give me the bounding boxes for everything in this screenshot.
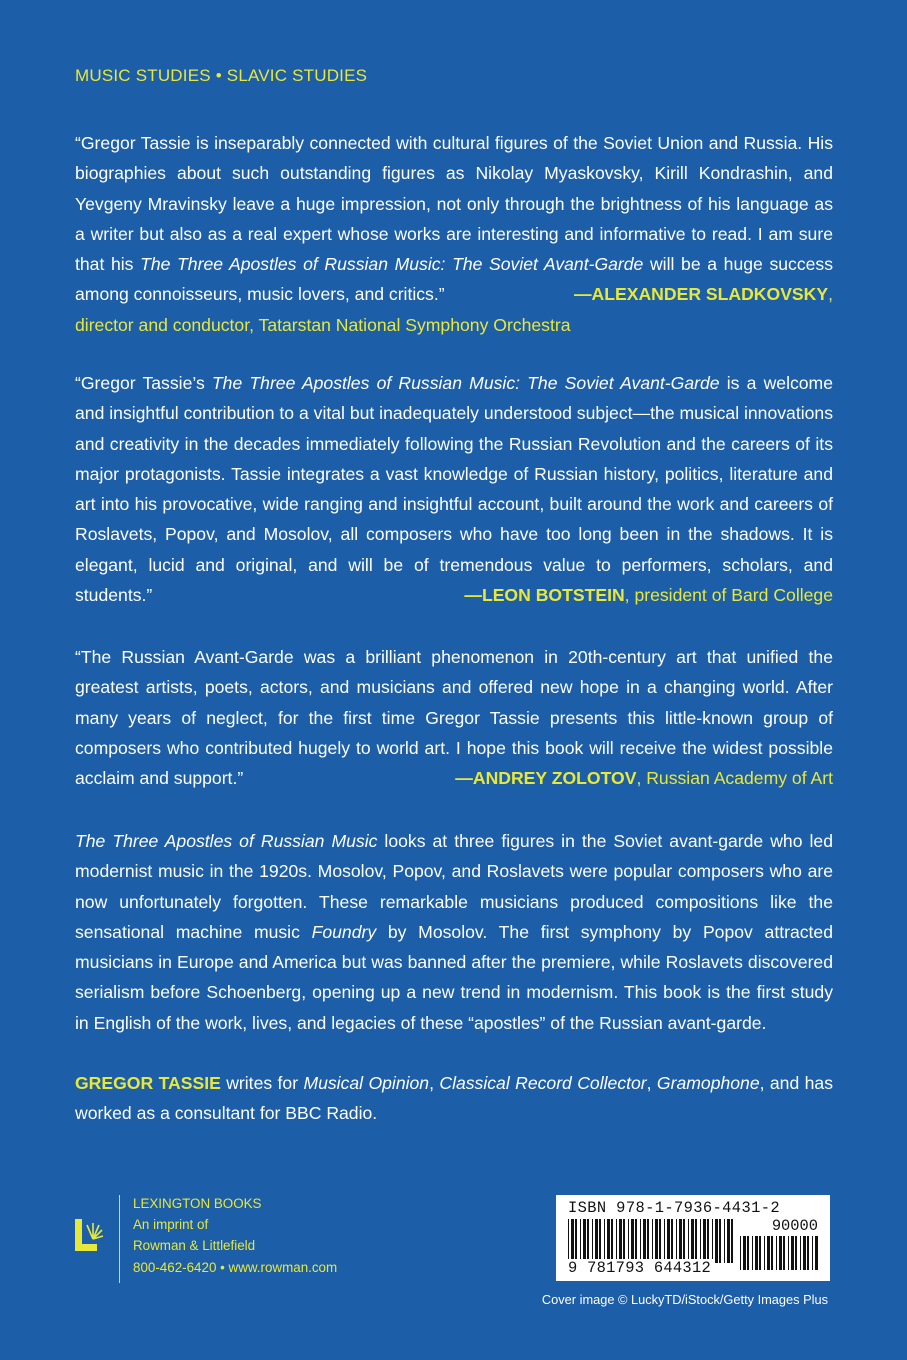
endorser-role: , Russian Academy of Art [636, 768, 833, 789]
barcode-ean-number: 9 781793 644312 [568, 1259, 712, 1277]
barcode-bar [679, 1219, 682, 1263]
barcode-main-bars [568, 1219, 734, 1263]
publisher-line: An imprint of [133, 1217, 209, 1233]
barcode-bar [712, 1219, 713, 1263]
barcode-bar [795, 1236, 797, 1270]
barcode-bar [623, 1219, 625, 1263]
barcode-bar [755, 1236, 758, 1270]
barcode-bar [771, 1236, 773, 1270]
book-title: The Three Apostles of Russian Music [75, 831, 378, 851]
publisher-name: LEXINGTON BOOKS [133, 1196, 262, 1211]
quote-attribution [455, 763, 833, 793]
author-name: GREGOR TASSIE [75, 1073, 221, 1093]
barcode-bar [667, 1219, 670, 1263]
publisher-line: Rowman & Littlefield [133, 1238, 256, 1254]
barcode-bar [571, 1219, 574, 1263]
barcode-bar [740, 1236, 741, 1270]
quote-attribution [464, 580, 833, 610]
barcode-bar [647, 1219, 649, 1263]
barcode-bar [659, 1219, 661, 1263]
barcode-bar [800, 1236, 801, 1270]
publication-title: Classical Record Collector [439, 1073, 647, 1093]
author-bio [75, 1068, 833, 1129]
barcode-bar [683, 1219, 685, 1263]
barcode-bar [783, 1236, 785, 1270]
barcode-bar [631, 1219, 634, 1263]
barcode-bar [803, 1236, 806, 1270]
isbn-barcode [556, 1195, 830, 1281]
barcode-bar [752, 1236, 753, 1270]
barcode-bar [743, 1236, 746, 1270]
barcode-bar [568, 1219, 569, 1263]
barcode-bar [691, 1219, 694, 1263]
description-text: by Mosolov. The first symphony by Popov attracted musicians in Europe and America but was banned after the premiere, while Roslavets discovered serialism before Schoenberg, opening up a new trend in modernism. This book is the first study in English of the work, lives, and legacies of these “apostles” of the Russian avant-garde. [75, 921, 834, 1033]
barcode-addon-number: 90000 [771, 1217, 818, 1235]
barcode-bar [703, 1219, 706, 1263]
barcode-bar [599, 1219, 601, 1263]
barcode-bar [779, 1236, 782, 1270]
bio-separator: , [646, 1073, 657, 1093]
barcode-bar [575, 1219, 577, 1263]
barcode-bar [764, 1236, 765, 1270]
book-title: The Three Apostles of Russian Music: The Soviet Avant-Garde [211, 373, 720, 393]
endorser-role: , president of Bard College [624, 585, 833, 606]
barcode-bar [707, 1219, 709, 1263]
barcode-bar [640, 1219, 641, 1263]
endorser-name: —LEON BOTSTEIN [464, 585, 625, 606]
cover-image-credit: Cover image © LuckyTD/iStock/Getty Images Plus [541, 1292, 828, 1307]
bio-text: writes for [220, 1073, 304, 1093]
quote-text: “Gregor Tassie’s [75, 373, 212, 393]
barcode-bar [807, 1236, 809, 1270]
category-label: MUSIC STUDIES • SLAVIC STUDIES [75, 66, 368, 85]
barcode-bar [616, 1219, 617, 1263]
endorser-role: director and conductor, Tatarstan National Symphony Orchestra [75, 314, 571, 335]
barcode-bar [747, 1236, 749, 1270]
publisher-imprint [75, 1195, 375, 1285]
barcode-bar [619, 1219, 622, 1263]
book-title: The Three Apostles of Russian Music: The Soviet Avant-Garde [140, 254, 644, 275]
barcode-bar [664, 1219, 665, 1263]
barcode-bar [580, 1219, 581, 1263]
barcode-bar [688, 1219, 689, 1263]
endorsement-quote-3 [75, 642, 833, 793]
barcode-bar [815, 1236, 818, 1270]
barcode-bar [607, 1219, 610, 1263]
barcode-bar [611, 1219, 613, 1263]
work-title: Foundry [311, 921, 377, 942]
publisher-text [133, 1193, 337, 1278]
quote-attribution [574, 279, 833, 309]
bio-separator: , [429, 1073, 440, 1093]
barcode-bar [776, 1236, 777, 1270]
publisher-divider [119, 1195, 120, 1283]
endorser-name: —ANDREY ZOLOTOV [455, 768, 637, 789]
barcode-bar [655, 1219, 658, 1263]
barcode-bar [643, 1219, 646, 1263]
publication-title: Gramophone [656, 1073, 760, 1093]
barcode-bar [791, 1236, 794, 1270]
barcode-bar [767, 1236, 770, 1270]
barcode-bar [731, 1219, 733, 1263]
barcode-bar [700, 1219, 701, 1263]
barcode-bar [635, 1219, 637, 1263]
endorsement-quote-2 [75, 368, 833, 610]
barcode-bar [583, 1219, 586, 1263]
barcode-bar [595, 1219, 598, 1263]
publication-title: Musical Opinion [303, 1073, 430, 1093]
barcode-bar [676, 1219, 677, 1263]
book-description [75, 826, 833, 1038]
barcode-bar [652, 1219, 653, 1263]
barcode-bar [592, 1219, 593, 1263]
barcode-bar [587, 1219, 589, 1263]
barcode-bar [628, 1219, 629, 1263]
endorser-name-suffix: , [828, 284, 833, 305]
description-text: looks at three figures in the Soviet avant-garde who led modernist music in the 1920s. Mosolov, Popov, and Roslavets were popular composers who are now unfortunately forgotten. These remarkable musicians produced compositions like the sensational machine music [75, 831, 833, 942]
barcode-bar [788, 1236, 789, 1270]
barcode-bar [724, 1219, 725, 1263]
barcode-bar [604, 1219, 605, 1263]
barcode-bar [759, 1236, 761, 1270]
barcode-bar [715, 1219, 718, 1263]
quote-text: “Gregor Tassie is inseparably connected with cultural figures of the Soviet Union and Russia. His biographies about such outstanding figures as Nikolay Myaskovsky, Kirill Kondrashin, and Yevgeny Mravinsky leave a huge impression, not only through the brightness of his language as a writer but also as a real expert whose works are interesting and informative to read. I am sure that his [75, 133, 833, 275]
barcode-bar [719, 1219, 721, 1263]
endorser-name: —ALEXANDER SLADKOVSKY [573, 284, 829, 305]
barcode-bar [812, 1236, 813, 1270]
quote-text: will be a huge success among connoisseurs, music lovers, and critics.” [75, 254, 833, 305]
isbn-label: ISBN 978-1-7936-4431-2 [568, 1199, 780, 1217]
bio-text: , and has worked as a consultant for BBC Radio. [75, 1073, 833, 1124]
barcode-bar [727, 1219, 730, 1263]
barcode-addon-bars [740, 1236, 818, 1270]
endorsement-quote-1 [75, 128, 833, 340]
lexington-logo-icon [75, 1219, 103, 1251]
quote-text: is a welcome and insightful contribution to a vital but inadequately understood subject—the musical innovations and creativity in the decades immediately following the Russian Revolution and the careers of its major protagonists. Tassie integrates a vast knowledge of Russian history, politics, literature and art into his provocative, wide ranging and insightful account, built around the work and careers of Roslavets, Popov, and Mosolov, all composers who have too long been in the shadows. It is elegant, lucid and original, and will be of tremendous value to performers, scholars, and students.” [75, 373, 834, 606]
barcode-bar [695, 1219, 697, 1263]
quote-text: “The Russian Avant-Garde was a brilliant phenomenon in 20th-century art that unified the greatest artists, poets, actors, and musicians and offered new hope in a changing world. After many years of neglect, for the first time Gregor Tassie presents this little-known group of composers who contributed hugely to world art. I hope this book will receive the widest possible acclaim and support.” [75, 647, 833, 789]
barcode-bar [671, 1219, 673, 1263]
publisher-contact: 800-462-6420 • www.rowman.com [133, 1259, 338, 1275]
